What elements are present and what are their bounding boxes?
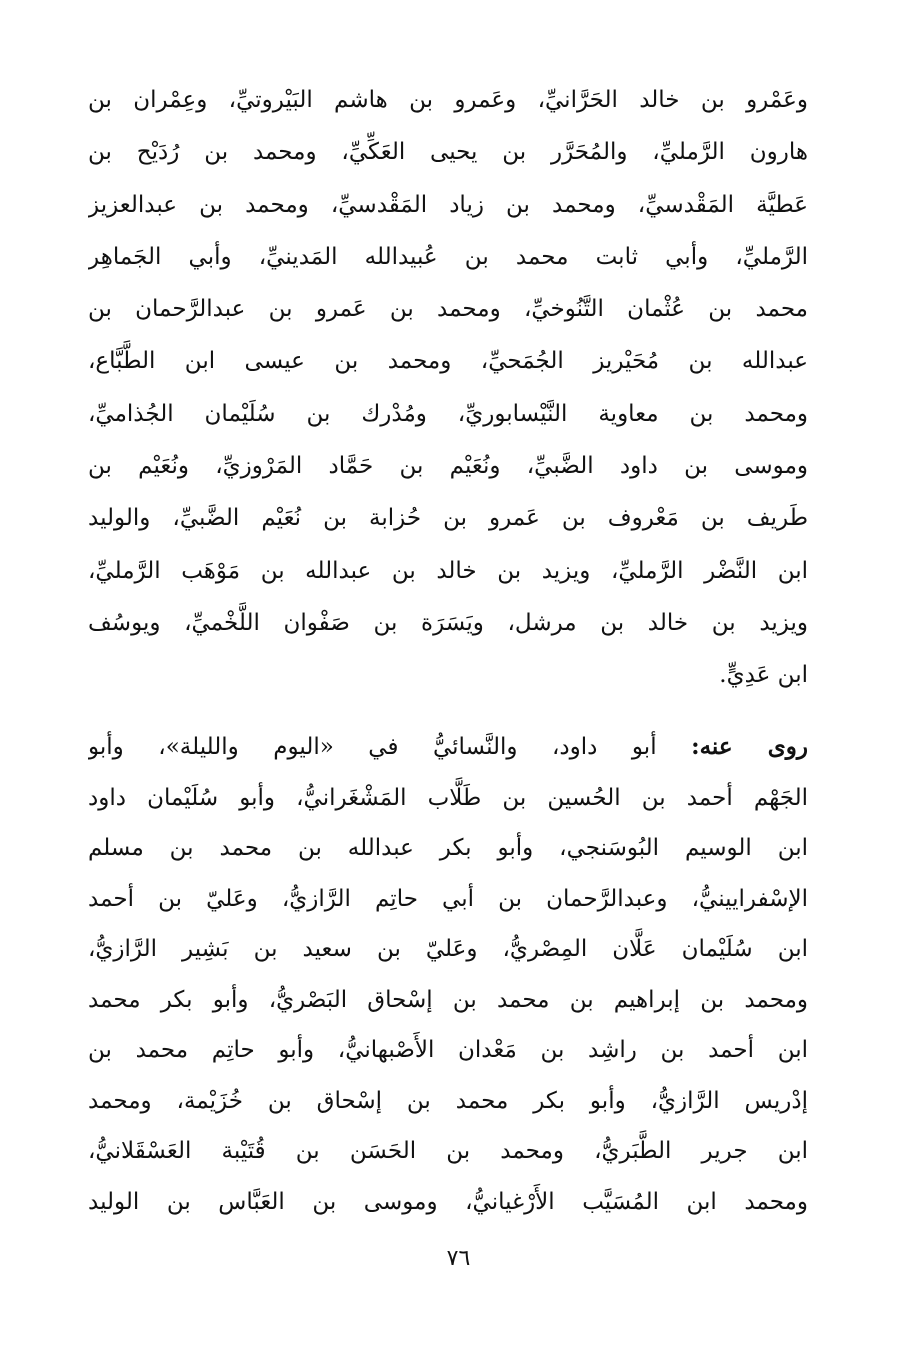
text-line: ابن جرير الطَّبَريُّ، ومحمد بن الحَسَن بن قُتَيْبة العَسْقَلانيُّ، [88, 1138, 808, 1164]
text-line: محمد بن عُثْمان التَّنُوخيِّ، ومحمد بن عَمرو بن عبدالرَّحمان بن [88, 296, 808, 323]
text-line: ابن أحمد بن راشِد بن مَعْدان الأَصْبهانيُّ، وأبو حاتِم محمد بن [88, 1037, 808, 1063]
text-line: عبدالله بن مُحَيْريز الجُمَحيِّ، ومحمد بن عيسى ابن الطَّبَّاع، [88, 348, 808, 375]
text-line: إدْريس الرَّازيُّ، وأبو بكر محمد بن إسْحاق بن خُزَيْمة، ومحمد [88, 1087, 808, 1114]
text-line-rest: أبو داود، والنَّسائيُّ في «اليوم والليلة»، وأبو [88, 734, 692, 760]
text-line: عَطيَّة المَقْدسيِّ، ومحمد بن زياد المَقْدسيِّ، ومحمد بن عبدالعزيز [88, 191, 808, 218]
text-line: ومحمد بن معاوية النَّيْسابوريِّ، ومُدْرك بن سُلَيْمان الجُذاميِّ، [88, 400, 808, 427]
paragraph-students [88, 722, 808, 1227]
text-line: وموسى بن داود الضَّبيِّ، ونُعَيْم بن حَمَّاد المَرْوزيِّ، ونُعَيْم بن [88, 453, 808, 480]
text-line: ومحمد ابن المُسَيَّب الأَرْغيانيُّ، وموسى بن العَبَّاس بن الوليد [88, 1188, 808, 1215]
text-line: ابن سُلَيْمان عَلَّان المِصْريُّ، وعَليّ بن سعيد بن بَشِير الرَّازيُّ، [88, 936, 808, 962]
text-line: الإسْفرايينيُّ، وعبدالرَّحمان بن أبي حاتِم الرَّازيُّ، وعَليّ بن أحمد [88, 885, 808, 912]
text-line: هارون الرَّمليِّ، والمُحَرَّر بن يحيى العَكِّيِّ، ومحمد بن رُدَيْح بن [88, 139, 808, 166]
text-line: وعَمْرو بن خالد الحَرَّانيِّ، وعَمرو بن هاشم البَيْروتيِّ، وعِمْران بن [88, 87, 808, 113]
text-line: ابن عَدِيٍّ. [719, 662, 808, 689]
text-line: ومحمد بن إبراهيم بن محمد بن إسْحاق البَصْريُّ، وأبو بكر محمد [88, 986, 808, 1013]
paragraph-teachers [88, 74, 808, 702]
text-line-first [88, 722, 808, 773]
text-line: الرَّمليِّ، وأبي ثابت محمد بن عُبيدالله المَدينيِّ، وأبي الجَماهِر [88, 243, 808, 270]
text-line: ابن الوسيم البُوسَنجي، وأبو بكر عبدالله بن محمد بن مسلم [88, 835, 808, 861]
page-number: ٧٦ [446, 1246, 471, 1271]
text-line: ويزيد بن خالد بن مرشل، ويَسَرَة بن صَفْوان اللَّخْميِّ، ويوسُف [88, 609, 808, 636]
text-line: طَريف بن مَعْروف بن عَمرو بن حُزابة بن نُعَيْم الضَّبيِّ، والوليد [88, 505, 808, 532]
text-line: الجَهْم أحمد بن الحُسين بن طَلَّاب المَشْغَرانيُّ، وأبو سُلَيْمان داود [88, 784, 808, 811]
text-line: ابن النَّضْر الرَّمليِّ، ويزيد بن خالد بن عبدالله بن مَوْهَب الرَّمليِّ، [88, 557, 808, 584]
section-lead: روى عنه: [691, 733, 808, 760]
